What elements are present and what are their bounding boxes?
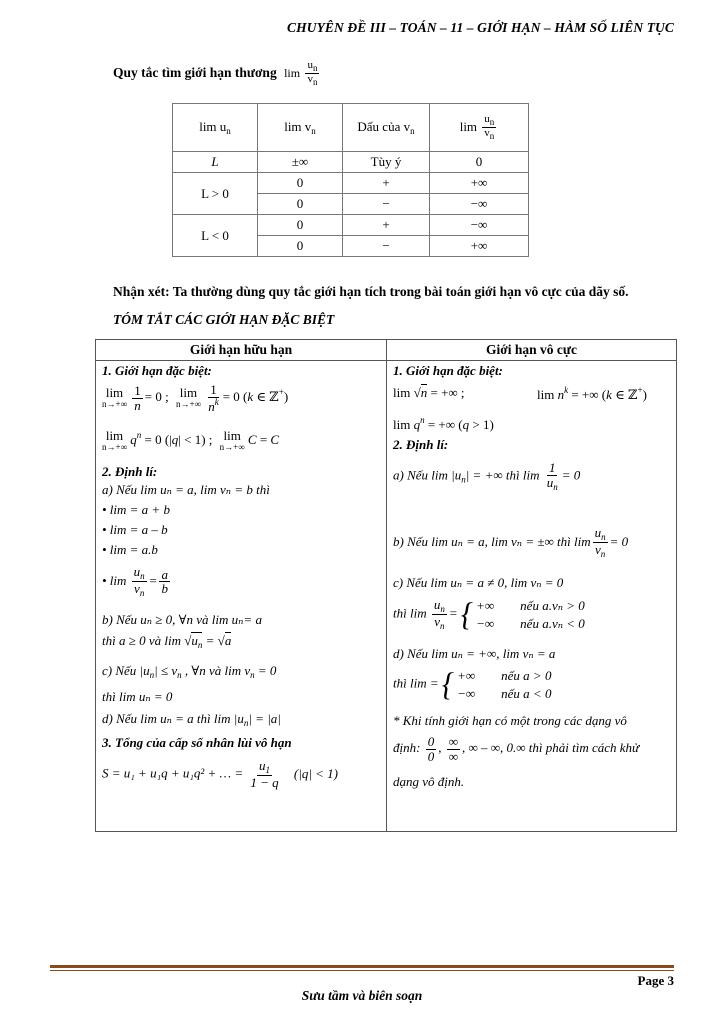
summary-right-cell [387, 361, 676, 831]
left-limit-qn: lim n→+∞ $q^n = 0$ (|q| < 1) ; lim n→+∞ C = C [102, 428, 280, 453]
summary-header-infinite: Giới hạn vô cực [387, 340, 677, 361]
rule-table [172, 103, 529, 257]
rule-header-sign-v: Dấu của $v_n$ [343, 104, 430, 152]
rule-cell: + [343, 173, 430, 194]
left-bullet-quot: • lim $\frac{u_n}{v_n}$ = $\frac{a}{b}$ [102, 564, 168, 599]
rule-cell: − [343, 236, 430, 257]
left-limit-1n: lim n→+∞ $\frac{1}{n}$ = 0 ; lim n→+∞ $\frac{1}{n^k}$ = 0 (k ∈ ℤ+) [102, 382, 289, 414]
rule-cell: +∞ [430, 173, 529, 194]
left-theorem-c1: c) Nếu $|u_n| \le v_n$ , ∀n và $\lim v_n = 0$ [102, 663, 277, 680]
right-heading-1: 1. Giới hạn đặc biệt: [393, 363, 503, 378]
left-theorem-c2: thì lim uₙ = 0 [102, 689, 173, 704]
rule-cell: ±∞ [258, 152, 343, 173]
left-heading-1: 1. Giới hạn đặc biệt: [102, 363, 212, 378]
summary-table [95, 339, 677, 832]
left-heading-2: 2. Định lí: [102, 464, 158, 479]
left-heading-3: 3. Tổng của cấp số nhân lùi vô hạn [102, 735, 292, 750]
left-theorem-a: a) Nếu lim uₙ = a, lim vₙ = b thì [102, 482, 270, 497]
left-bullet-diff: • lim = a – b [102, 522, 168, 537]
rule-cell: 0 [258, 194, 343, 215]
right-theorem-b: b) Nếu lim uₙ = a, lim vₙ = ±∞ thì lim $\frac{u_n}{v_n}$ = 0 [393, 525, 629, 560]
rule-cell: 0 [258, 173, 343, 194]
right-limit-nk: $\lim n^k$ = +∞ (k ∈ ℤ+) [537, 385, 647, 402]
section-title: TÓM TẮT CÁC GIỚI HẠN ĐẶC BIỆT [113, 312, 335, 327]
footer-rule-thick [50, 965, 674, 968]
left-bullet-sum: • lim = a + b [102, 502, 170, 517]
right-limit-qn: $\lim q^n$ = +∞ (q > 1) [393, 415, 494, 432]
summary-left-cell [96, 361, 386, 831]
left-bullet-prod: • lim = a.b [102, 542, 158, 557]
rule-cell: +∞ [430, 236, 529, 257]
rule-title: Quy tắc tìm giới hạn thương lim $\frac{u_n}{v_n}$ [113, 59, 318, 88]
footer-rule-thin [50, 970, 674, 971]
right-theorem-d-cases: thì lim = { +∞ nếu a > 0 −∞ nếu a < 0 [393, 665, 552, 703]
page-number: Page 3 [637, 973, 674, 988]
rule-cell: 0 [430, 152, 529, 173]
left-geometric-sum: S = u₁ + u₁q + u₁q² + … = $\frac{u_1}{1 - q}$ (|q| < 1) [102, 758, 338, 791]
rule-header-lim-ratio: lim $\frac{u_n}{v_n}$ [430, 104, 529, 152]
rule-cell: + [343, 215, 430, 236]
right-note-line3: dạng vô định. [393, 774, 465, 789]
rule-cell: L [173, 152, 258, 173]
rule-cell: 0 [258, 236, 343, 257]
remark: Nhận xét: Ta thường dùng quy tắc giới hạn tích trong bài toán giới hạn vô cực của dãy số. [113, 284, 629, 299]
summary-header-finite: Giới hạn hữu hạn [96, 340, 387, 361]
rule-header-lim-v: $\lim v_n$ [258, 104, 343, 152]
left-theorem-b2: thì a ≥ 0 và $\lim √u_n = √a$ [102, 633, 232, 650]
rule-cell: L < 0 [173, 215, 258, 257]
right-heading-2: 2. Định lí: [393, 437, 449, 452]
rule-title-text: Quy tắc tìm giới hạn thương [113, 65, 277, 81]
right-theorem-c-cases: thì lim $\frac{u_n}{v_n}$ = { +∞ nếu a.vₙ > 0 −∞ nếu a.vₙ < 0 [393, 595, 585, 633]
left-theorem-d: d) Nếu lim uₙ = a thì $\lim |u_n| = |a|$ [102, 711, 281, 728]
rule-cell: 0 [258, 215, 343, 236]
rule-cell: −∞ [430, 194, 529, 215]
rule-header-lim-u: $\lim u_n$ [173, 104, 258, 152]
right-limit-sqrt-n: lim √n = +∞ ; [393, 385, 465, 400]
rule-cell: L > 0 [173, 173, 258, 215]
footer-credit: Sưu tầm và biên soạn [301, 988, 423, 1003]
rule-cell: −∞ [430, 215, 529, 236]
left-theorem-b1: b) Nếu uₙ ≥ 0, ∀n và lim uₙ= a [102, 612, 262, 627]
right-note-line1: * Khi tính giới hạn có một trong các dạng vô [393, 713, 627, 728]
right-theorem-c: c) Nếu lim uₙ = a ≠ 0, lim vₙ = 0 [393, 575, 564, 590]
right-theorem-d: d) Nếu lim uₙ = +∞, lim vₙ = a [393, 646, 556, 661]
rule-cell: − [343, 194, 430, 215]
page-header: CHUYÊN ĐỀ III – TOÁN – 11 – GIỚI HẠN – HÀM SỐ LIÊN TỤC [287, 20, 674, 35]
right-theorem-a: a) Nếu $\lim |u_n|$ = +∞ thì lim $\frac{1}{u_n}$ = 0 [393, 460, 581, 492]
right-note-line2: định: $\frac{0}{0}$ , $\frac{\infty}{\infty}$ , ∞ – ∞, 0.∞ thì phải tìm cách khử [393, 734, 640, 764]
rule-cell: Tùy ý [343, 152, 430, 173]
